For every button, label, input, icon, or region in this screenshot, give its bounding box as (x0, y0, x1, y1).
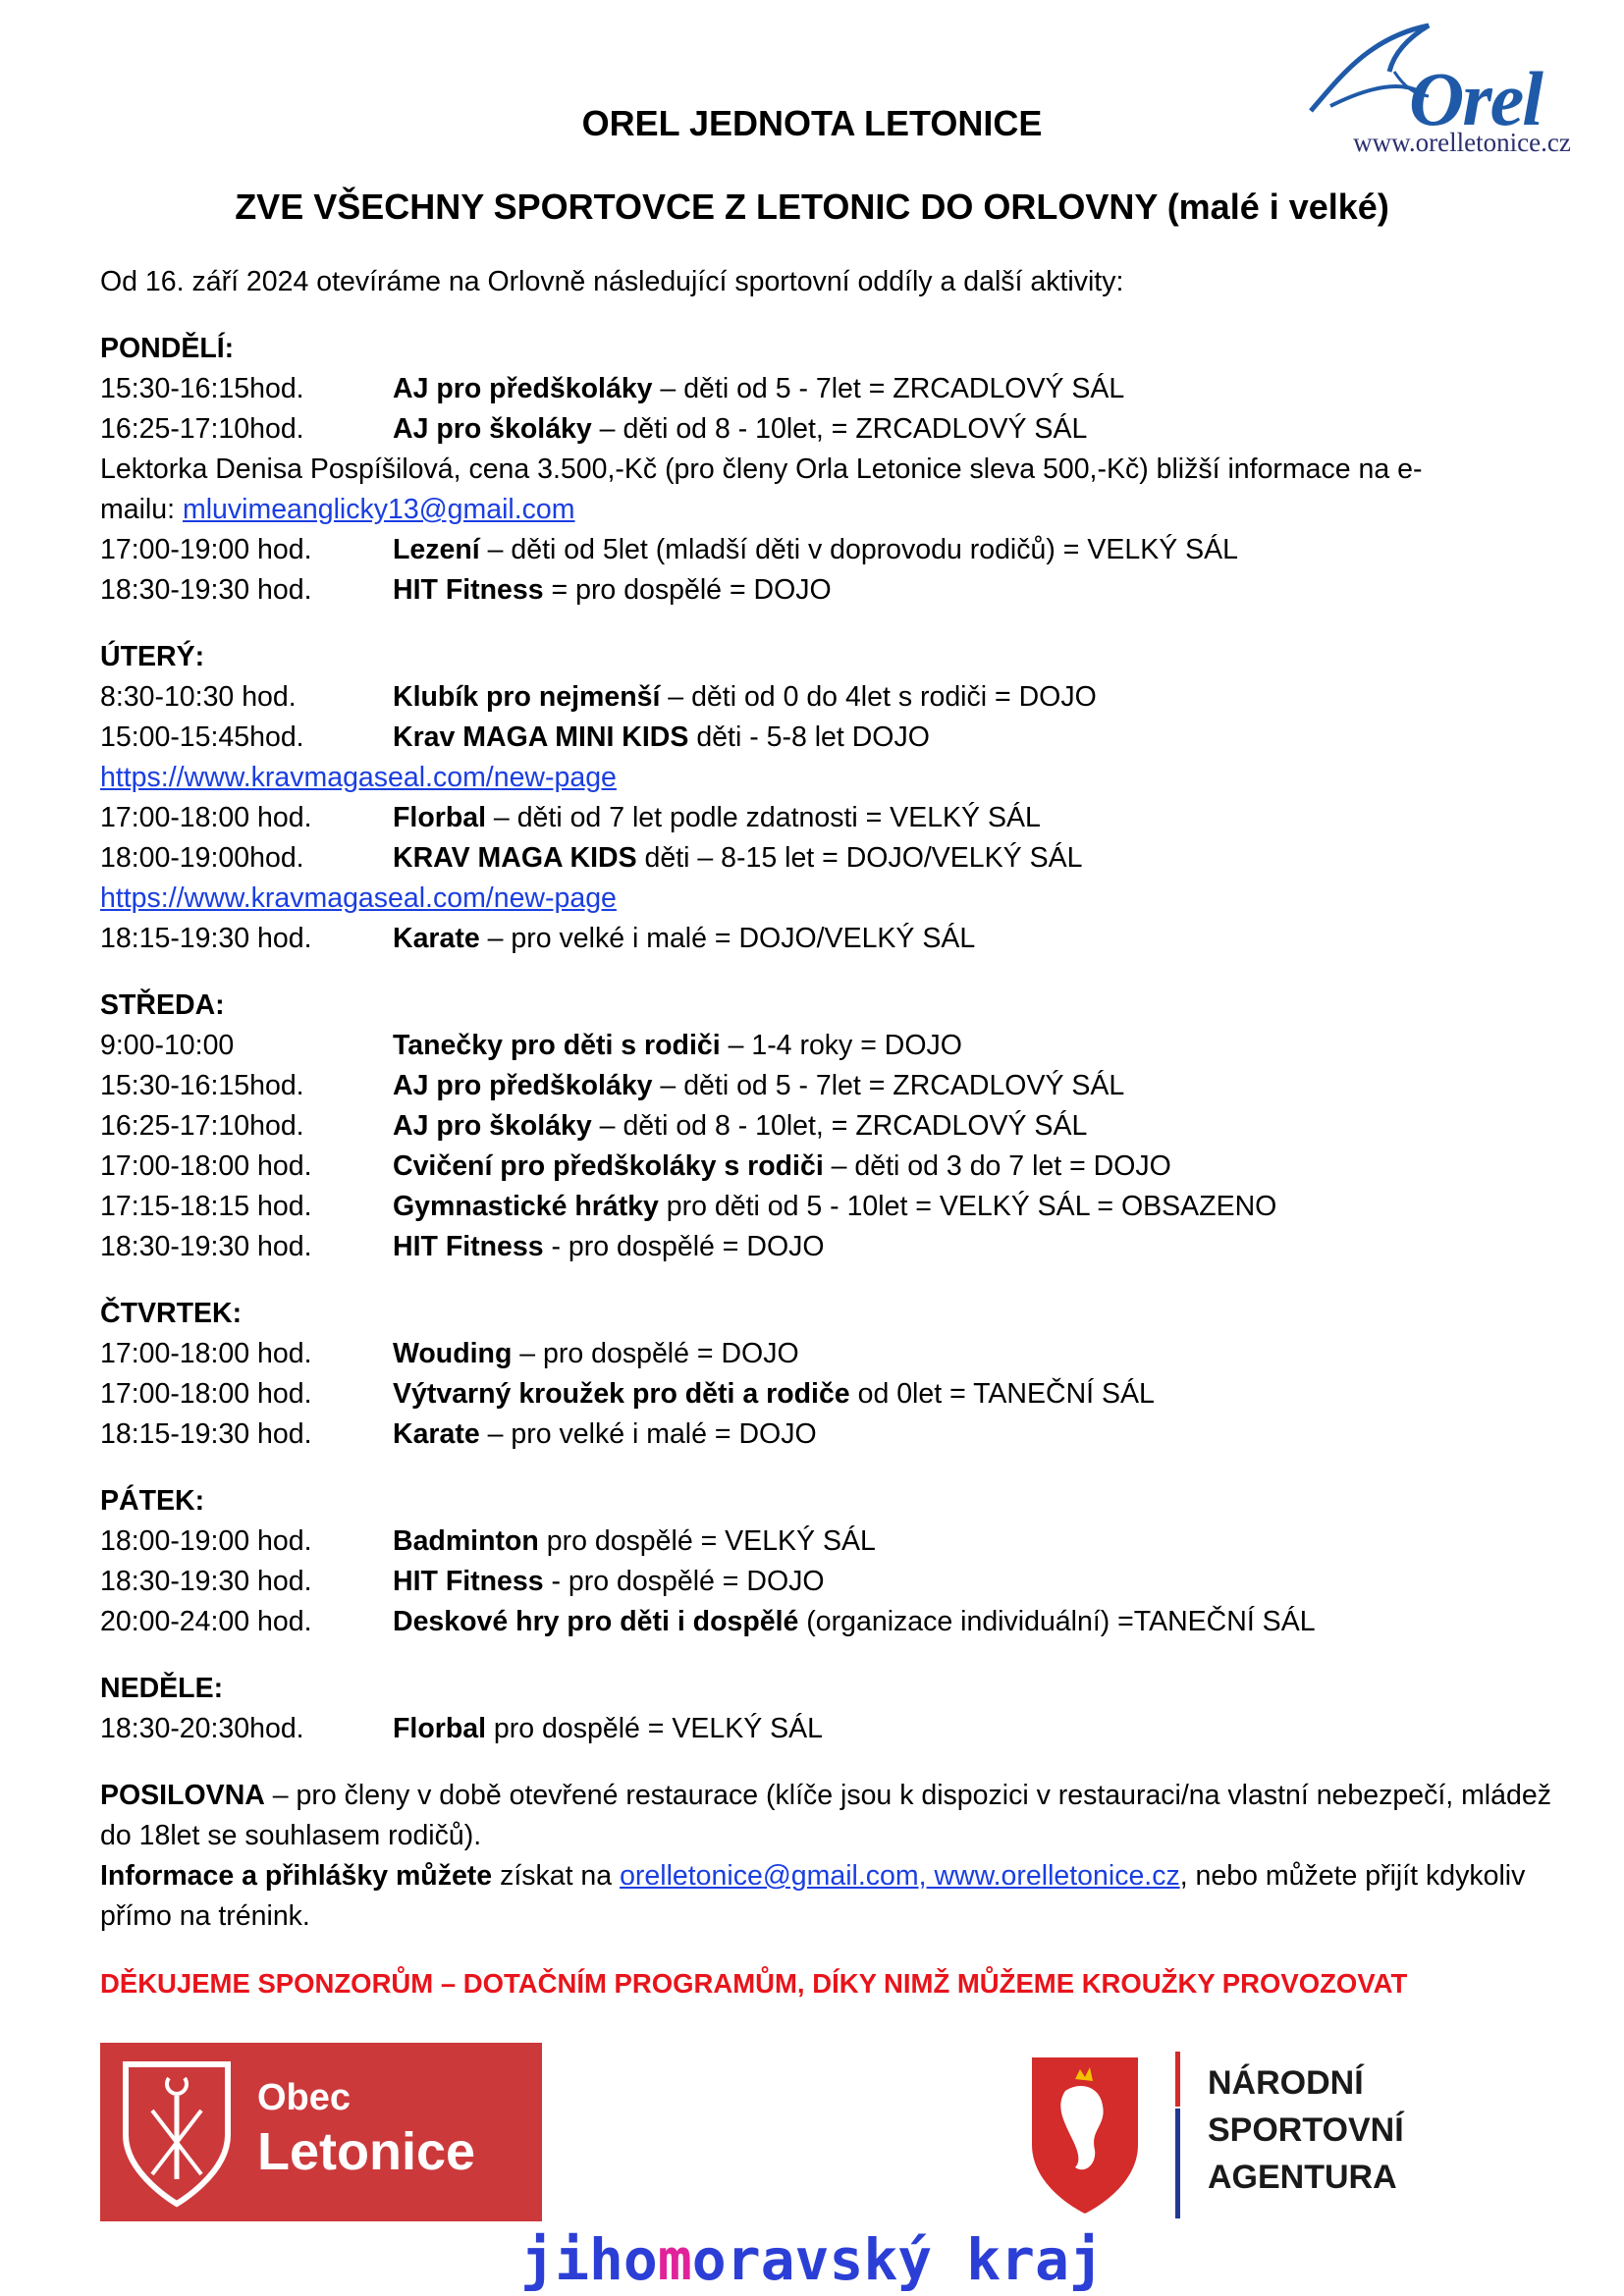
row-activity: Krav MAGA MINI KIDS (393, 721, 689, 753)
gym-label: POSILOVNA (100, 1780, 265, 1811)
lecturer-email-link[interactable]: mluvimeanglicky13@gmail.com (182, 494, 575, 525)
email-prefix: mailu: (100, 494, 183, 525)
lecturer-note: Lektorka Denisa Pospíšilová, cena 3.500,-Kč (pro členy Orla Letonice sleva 500,-Kč) bližší informace na e- (100, 454, 1423, 485)
row-desc: – děti od 5let (mladší děti v doprovodu rodičů) = VELKÝ SÁL (479, 534, 1238, 565)
orel-logo-word: Orel (1409, 56, 1542, 141)
row-desc: děti – 8-15 let = DOJO/VELKÝ SÁL (636, 842, 1083, 874)
lecturer-email-line (100, 490, 1553, 530)
schedule-row (100, 1187, 1553, 1227)
nsa-line-2: SPORTOVNÍ (1208, 2111, 1404, 2149)
row-activity: Cvičení pro předškoláky s rodiči (393, 1150, 824, 1182)
schedule-row (100, 677, 1553, 718)
letonice-label: Letonice (257, 2122, 476, 2181)
row-activity: HIT Fitness (393, 1566, 544, 1597)
row-activity: Karate (393, 923, 480, 954)
nsa-logo (1026, 2052, 1438, 2223)
row-activity: Gymnastické hrátky (393, 1191, 659, 1222)
orel-logo-url[interactable]: www.orelletonice.cz (1353, 128, 1571, 157)
row-activity: Výtvarný kroužek pro děti a rodiče (393, 1378, 850, 1410)
row-time: 17:00-19:00 hod. (100, 534, 312, 565)
nsa-line-3: AGENTURA (1208, 2159, 1397, 2196)
schedule-row (100, 718, 1553, 758)
schedule-row (100, 1562, 1553, 1602)
row-time: 17:15-18:15 hod. (100, 1191, 312, 1222)
row-time: 18:30-19:30 hod. (100, 1566, 312, 1597)
jmk-part-2: m (657, 2226, 692, 2293)
kravmaga-link[interactable]: https://www.kravmagaseal.com/new-page (100, 882, 617, 914)
schedule-row (100, 1334, 1553, 1374)
row-desc: = pro dospělé = DOJO (543, 574, 832, 606)
row-desc: děti - 5-8 let DOJO (688, 721, 930, 753)
schedule-row (100, 838, 1553, 879)
schedule-row (100, 798, 1553, 838)
row-desc: pro dospělé = VELKÝ SÁL (486, 1713, 824, 1744)
jihomoravsky-kraj-logo (0, 2226, 1624, 2293)
intro-text: Od 16. září 2024 otevíráme na Orlovně následující sportovní oddíly a další aktivity: (100, 266, 1124, 297)
row-activity: HIT Fitness (393, 1231, 544, 1262)
row-activity: Wouding (393, 1338, 513, 1369)
row-time: 16:25-17:10hod. (100, 413, 304, 445)
info-paragraph (100, 1856, 1553, 1937)
row-activity: Klubík pro nejmenší (393, 681, 661, 713)
schedule-row (100, 919, 1553, 959)
row-activity: Florbal (393, 1713, 487, 1744)
row-time: 17:00-18:00 hod. (100, 802, 312, 833)
obec-letonice-logo (100, 2043, 542, 2221)
schedule-row (100, 1147, 1553, 1187)
row-activity: KRAV MAGA KIDS (393, 842, 637, 874)
row-activity: AJ pro předškoláky (393, 1070, 653, 1101)
info-label: Informace a přihlášky můžete (100, 1860, 493, 1892)
page-title: OREL JEDNOTA LETONICE (581, 103, 1043, 143)
row-activity: Tanečky pro děti s rodiči (393, 1030, 721, 1061)
kravmaga-link[interactable]: https://www.kravmagaseal.com/new-page (100, 762, 617, 793)
gym-paragraph (100, 1776, 1553, 1856)
row-activity: Badminton (393, 1525, 539, 1557)
info-text-2: , nebo můžete přijít kdykoliv přímo na trénink. (100, 1860, 1526, 1932)
row-desc: - pro dospělé = DOJO (543, 1231, 825, 1262)
row-time: 16:25-17:10hod. (100, 1110, 304, 1142)
row-desc: – děti od 7 let podle zdatnosti = VELKÝ SÁL (486, 802, 1041, 833)
row-time: 15:00-15:45hod. (100, 721, 304, 753)
gym-text: – pro členy v době otevřené restaurace (klíče jsou k dispozici v restauraci/na vlastní nebezpečí, mládež do 18let se souhlasem rodičů). (100, 1780, 1551, 1851)
schedule-row (100, 1522, 1553, 1562)
day-heading-wednesday: STŘEDA: (100, 989, 225, 1021)
row-time: 20:00-24:00 hod. (100, 1606, 312, 1637)
nsa-divider (1175, 2052, 1180, 2218)
row-activity: Lezení (393, 534, 480, 565)
schedule-row (100, 1106, 1553, 1147)
day-heading-friday: PÁTEK: (100, 1485, 205, 1517)
row-time: 18:30-19:30 hod. (100, 574, 312, 606)
info-text-1: získat na (492, 1860, 621, 1892)
row-desc: – děti od 5 - 7let = ZRCADLOVÝ SÁL (652, 373, 1125, 404)
contact-links[interactable]: orelletonice@gmail.com, www.orelletonice.cz (620, 1860, 1180, 1892)
row-time: 18:15-19:30 hod. (100, 1418, 312, 1450)
row-activity: AJ pro školáky (393, 413, 592, 445)
row-desc: – děti od 5 - 7let = ZRCADLOVÝ SÁL (652, 1070, 1125, 1101)
row-activity: AJ pro předškoláky (393, 373, 653, 404)
row-desc: – děti od 3 do 7 let = DOJO (823, 1150, 1171, 1182)
schedule-row (100, 1026, 1553, 1066)
row-activity: Deskové hry pro děti i dospělé (393, 1606, 799, 1637)
row-desc: pro dospělé = VELKÝ SÁL (538, 1525, 876, 1557)
row-time: 18:00-19:00 hod. (100, 1525, 312, 1557)
row-activity: AJ pro školáky (393, 1110, 592, 1142)
schedule-row (100, 409, 1553, 450)
row-desc: od 0let = TANEČNÍ SÁL (849, 1378, 1155, 1410)
schedule-row (100, 1602, 1553, 1642)
row-desc: – děti od 8 - 10let, = ZRCADLOVÝ SÁL (591, 1110, 1088, 1142)
letonice-coat-of-arms-icon (118, 2056, 236, 2210)
row-time: 8:30-10:30 hod. (100, 681, 297, 713)
row-activity: HIT Fitness (393, 574, 544, 606)
schedule-row (100, 1227, 1553, 1267)
schedule-row (100, 570, 1553, 611)
obec-label: Obec (257, 2077, 352, 2118)
day-heading-thursday: ČTVRTEK: (100, 1298, 243, 1329)
row-desc: – děti od 0 do 4let s rodiči = DOJO (660, 681, 1097, 713)
row-time: 17:00-18:00 hod. (100, 1338, 312, 1369)
row-time: 18:15-19:30 hod. (100, 923, 312, 954)
schedule-row (100, 369, 1553, 409)
kravmaga-link-line (100, 879, 1553, 919)
row-desc: – pro dospělé = DOJO (512, 1338, 799, 1369)
schedule-row (100, 1374, 1553, 1415)
row-desc: – 1-4 roky = DOJO (720, 1030, 962, 1061)
row-desc: pro děti od 5 - 10let = VELKÝ SÁL = OBSAZENO (658, 1191, 1277, 1222)
row-desc: – pro velké i malé = DOJO (479, 1418, 817, 1450)
jmk-part-1: jiho (520, 2226, 658, 2293)
row-time: 17:00-18:00 hod. (100, 1150, 312, 1182)
schedule-row (100, 1415, 1553, 1455)
row-activity: Karate (393, 1418, 480, 1450)
schedule-content (100, 262, 1553, 2003)
nsa-line-1: NÁRODNÍ (1208, 2064, 1364, 2102)
row-time: 18:30-20:30hod. (100, 1713, 304, 1744)
day-heading-sunday: NEDĚLE: (100, 1673, 224, 1704)
jmk-part-3: oravský kraj (691, 2226, 1104, 2293)
day-heading-tuesday: ÚTERÝ: (100, 641, 205, 672)
row-time: 15:30-16:15hod. (100, 373, 304, 404)
czech-lion-emblem-icon (1026, 2052, 1144, 2218)
schedule-row (100, 1709, 1553, 1749)
row-activity: Florbal (393, 802, 487, 833)
row-desc: – děti od 8 - 10let, = ZRCADLOVÝ SÁL (591, 413, 1088, 445)
schedule-row (100, 1066, 1553, 1106)
row-time: 18:00-19:00hod. (100, 842, 304, 874)
row-desc: – pro velké i malé = DOJO/VELKÝ SÁL (479, 923, 976, 954)
nsa-text (1208, 2059, 1404, 2201)
page-subtitle: ZVE VŠECHNY SPORTOVCE Z LETONIC DO ORLOVNY (malé i velké) (235, 187, 1389, 227)
row-time: 18:30-19:30 hod. (100, 1231, 312, 1262)
sponsor-thanks: DĚKUJEME SPONZORŮM – DOTAČNÍM PROGRAMŮM, DÍKY NIMŽ MŮŽEME KROUŽKY PROVOZOVAT (100, 1968, 1408, 1999)
row-time: 15:30-16:15hod. (100, 1070, 304, 1101)
row-desc: - pro dospělé = DOJO (543, 1566, 825, 1597)
row-time: 17:00-18:00 hod. (100, 1378, 312, 1410)
day-heading-monday: PONDĚLÍ: (100, 333, 235, 364)
row-time: 9:00-10:00 (100, 1030, 235, 1061)
row-desc: (organizace individuální) =TANEČNÍ SÁL (798, 1606, 1316, 1637)
schedule-row (100, 530, 1553, 570)
kravmaga-link-line (100, 758, 1553, 798)
